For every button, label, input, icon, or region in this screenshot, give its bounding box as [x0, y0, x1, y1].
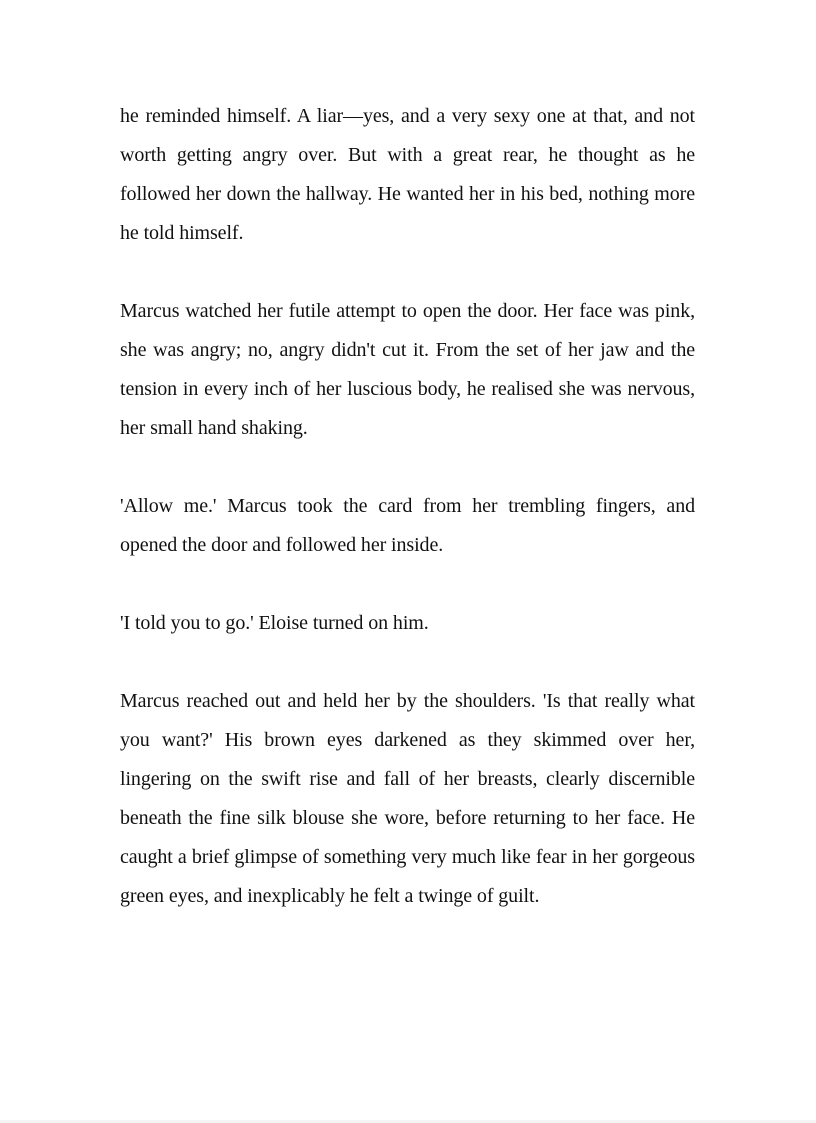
- paragraph-4: 'I told you to go.' Eloise turned on him.: [120, 612, 429, 634]
- paragraph-2: Marcus watched her futile attempt to open the door. Her face was pink, she was angry; no, angry didn't cut it. From the set of her jaw and the tension in every inch of her luscious body, he realised she was nervous, her small hand shaking.: [120, 300, 695, 439]
- paragraph-3: 'Allow me.' Marcus took the card from her trembling fingers, and opened the door and followed her inside.: [120, 495, 695, 556]
- paragraph-5: Marcus reached out and held her by the shoulders. 'Is that really what you want?' His brown eyes darkened as they skimmed over her, lingering on the swift rise and fall of her breasts, clearly discernible beneath the fine silk blouse she wore, before returning to her face. He caught a brief glimpse of something very much like fear in her gorgeous green eyes, and inexplicably he felt a twinge of guilt.: [120, 690, 695, 907]
- paragraph-1: he reminded himself. A liar—yes, and a very sexy one at that, and not worth getting angry over. But with a great rear, he thought as he followed her down the hallway. He wanted her in his bed, nothing more he told himself.: [120, 105, 695, 244]
- body-text: [120, 97, 695, 916]
